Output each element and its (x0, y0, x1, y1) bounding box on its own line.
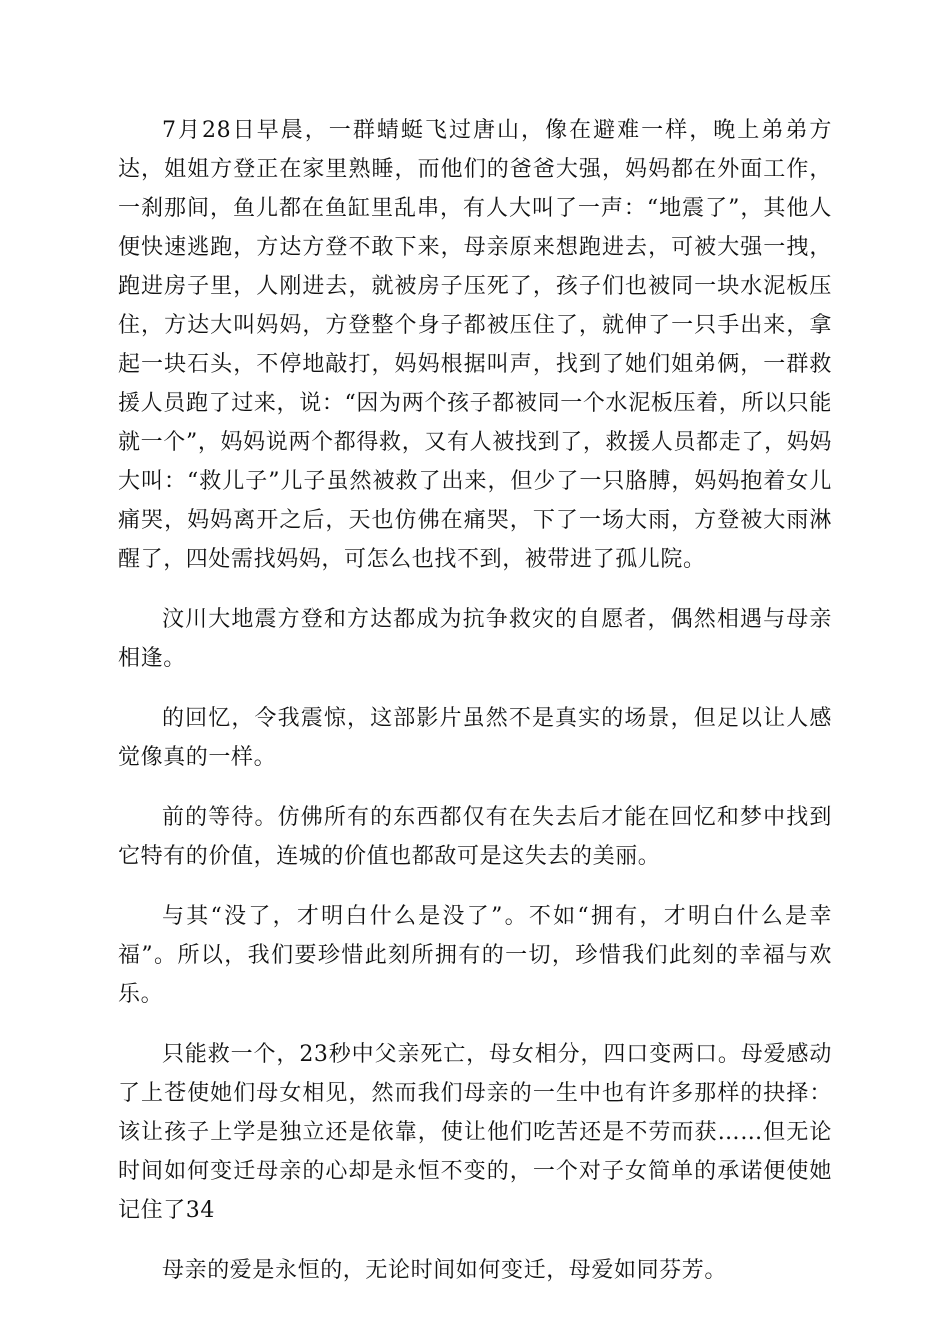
paragraph-tangshan-story: 7月28日早晨，一群蜻蜓飞过唐山，像在避难一样，晚上弟弟方达，姐姐方登正在家里熟睡，而他们的爸爸大强，妈妈都在外面工作，一刹那间，鱼儿都在鱼缸里乱串，有人大叫了一声：“地震了”，其他人便快速逃跑，方达方登不敢下来，母亲原来想跑进去，可被大强一拽，跑进房子里，人刚进去，就被房子压死了，孩子们也被同一块水泥板压住，方达大叫妈妈，方登整个身子都被压住了，就伸了一只手出来，拿起一块石头，不停地敲打，妈妈根据叫声，找到了她们姐弟俩，一群救援人员跑了过来，说：“因为两个孩子都被同一个水泥板压着，所以只能就一个”，妈妈说两个都得救，又有人被找到了，救援人员都走了，妈妈大叫：“救儿子”儿子虽然被救了出来，但少了一只胳膊，妈妈抱着女儿痛哭，妈妈离开之后，天也仿佛在痛哭，下了一场大雨，方登被大雨淋醒了，四处需找妈妈，可怎么也找不到，被带进了孤儿院。 (118, 118, 832, 572)
paragraph-mothers-choice: 只能救一个，23秒中父亲死亡，母女相分，四口变两口。母爱感动了上苍使她们母女相见，然而我们母亲的一生中也有许多那样的抉择：该让孩子上学是独立还是依靠，使让他们吃苦还是不劳而获……但无论时间如何变迁母亲的心却是永恒不变的，一个对子女简单的承诺便使她记住了34 (118, 1042, 832, 1223)
paragraph-eternal-love: 母亲的爱是永恒的，无论时间如何变迁，母爱如同芬芳。 (162, 1258, 728, 1283)
paragraph-wenchuan-reunion: 汶川大地震方登和方达都成为抗争救灾的自愿者，偶然相遇与母亲相逢。 (118, 607, 832, 671)
paragraph-memory: 的回忆，令我震惊，这部影片虽然不是真实的场景，但足以让人感觉像真的一样。 (118, 706, 832, 770)
paragraph-waiting: 前的等待。仿佛所有的东西都仅有在失去后才能在回忆和梦中找到它特有的价值，连城的价值也都敌可是这失去的美丽。 (118, 805, 832, 869)
paragraph-cherish: 与其“没了，才明白什么是没了”。不如“拥有，才明白什么是幸福”。所以，我们要珍惜此刻所拥有的一切，珍惜我们此刻的幸福与欢乐。 (118, 904, 832, 1007)
